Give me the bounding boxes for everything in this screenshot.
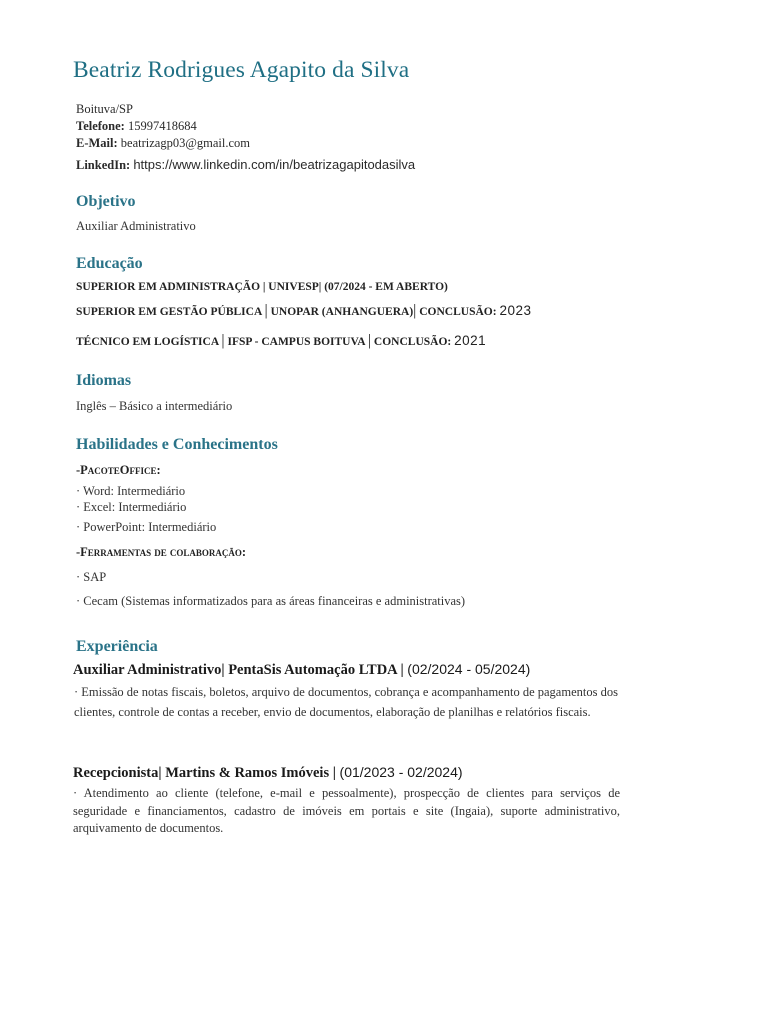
linkedin-label: LinkedIn: bbox=[76, 158, 131, 172]
ferramentas-title: -Ferramentas de colaboração: bbox=[76, 545, 247, 559]
email-value[interactable]: beatrizagp03@gmail.com bbox=[120, 136, 250, 150]
education-year: 2023 bbox=[499, 303, 532, 318]
objetivo-heading: Objetivo bbox=[76, 193, 136, 210]
objetivo-text: Auxiliar Administrativo bbox=[76, 219, 196, 233]
phone-value: 15997418684 bbox=[127, 119, 197, 133]
skill-item: · SAP bbox=[76, 570, 107, 584]
job-description: · Atendimento ao cliente (telefone, e-mail e pessoalmente), prospecção de clientes para serviços de seguridade e financiamentos, cadastro de imóveis em portais e site (Ingaia), suporte administrativo, arquivamento de documentos. bbox=[73, 786, 620, 835]
education-item bbox=[76, 332, 486, 350]
educacao-heading: Educação bbox=[76, 255, 143, 272]
linkedin-line bbox=[76, 157, 415, 173]
education-course: TÉCNICO EM LOGÍSTICA bbox=[76, 336, 219, 348]
separator: | bbox=[367, 332, 372, 349]
phone-line bbox=[76, 119, 197, 134]
job-title: Recepcionista| Martins & Ramos Imóveis | bbox=[73, 765, 336, 781]
education-item bbox=[76, 302, 531, 320]
separator: | bbox=[221, 332, 225, 349]
email-line bbox=[76, 136, 250, 151]
education-school: IFSP - CAMPUS BOITUVA bbox=[227, 336, 365, 348]
linkedin-link[interactable]: https://www.linkedin.com/in/beatrizagapitodasilva bbox=[133, 157, 416, 172]
education-school: UNOPAR (ANHANGUERA) bbox=[270, 306, 414, 318]
separator: | bbox=[264, 302, 268, 319]
idiomas-heading: Idiomas bbox=[76, 372, 132, 389]
job-title: Auxiliar Administrativo| PentaSis Automação LTDA | bbox=[73, 662, 404, 678]
education-conclusion: CONCLUSÃO: bbox=[373, 336, 452, 348]
education-conclusion: CONCLUSÃO: bbox=[419, 306, 497, 318]
phone-label: Telefone: bbox=[76, 119, 125, 133]
city: Boituva/SP bbox=[76, 102, 133, 116]
job-title-line bbox=[73, 764, 463, 782]
job-dates: (02/2024 - 05/2024) bbox=[407, 661, 531, 677]
candidate-name: Beatriz Rodrigues Agapito da Silva bbox=[73, 57, 410, 83]
job-description: · Emissão de notas fiscais, boletos, arquivo de documentos, cobrança e acompanhamento de pagamentos dos clientes, controle de contas a receber, envio de documentos, elaboração de planilhas e relatórios fiscais. bbox=[74, 685, 618, 719]
education-year: 2021 bbox=[454, 333, 487, 348]
skill-item: · Excel: Intermediário bbox=[76, 500, 187, 514]
job-title-line bbox=[73, 661, 530, 679]
education-item: SUPERIOR EM ADMINISTRAÇÃO | UNIVESP| (07/2024 - EM ABERTO) bbox=[76, 281, 448, 293]
job-dates: (01/2023 - 02/2024) bbox=[339, 764, 463, 780]
separator: | bbox=[413, 302, 417, 319]
idiomas-text: Inglês – Básico a intermediário bbox=[76, 399, 233, 413]
habilidades-heading: Habilidades e Conhecimentos bbox=[76, 436, 278, 453]
skill-item: · Cecam (Sistemas informatizados para as áreas financeiras e administrativas) bbox=[76, 594, 466, 608]
skill-item: · PowerPoint: Intermediário bbox=[76, 520, 217, 534]
email-label: E-Mail: bbox=[76, 136, 118, 150]
education-course: SUPERIOR EM GESTÃO PÚBLICA bbox=[76, 306, 262, 318]
skill-item: · Word: Intermediário bbox=[76, 484, 186, 498]
experiencia-heading: Experiência bbox=[76, 638, 158, 655]
pacote-office-title: -PacoteOffice: bbox=[76, 463, 161, 477]
